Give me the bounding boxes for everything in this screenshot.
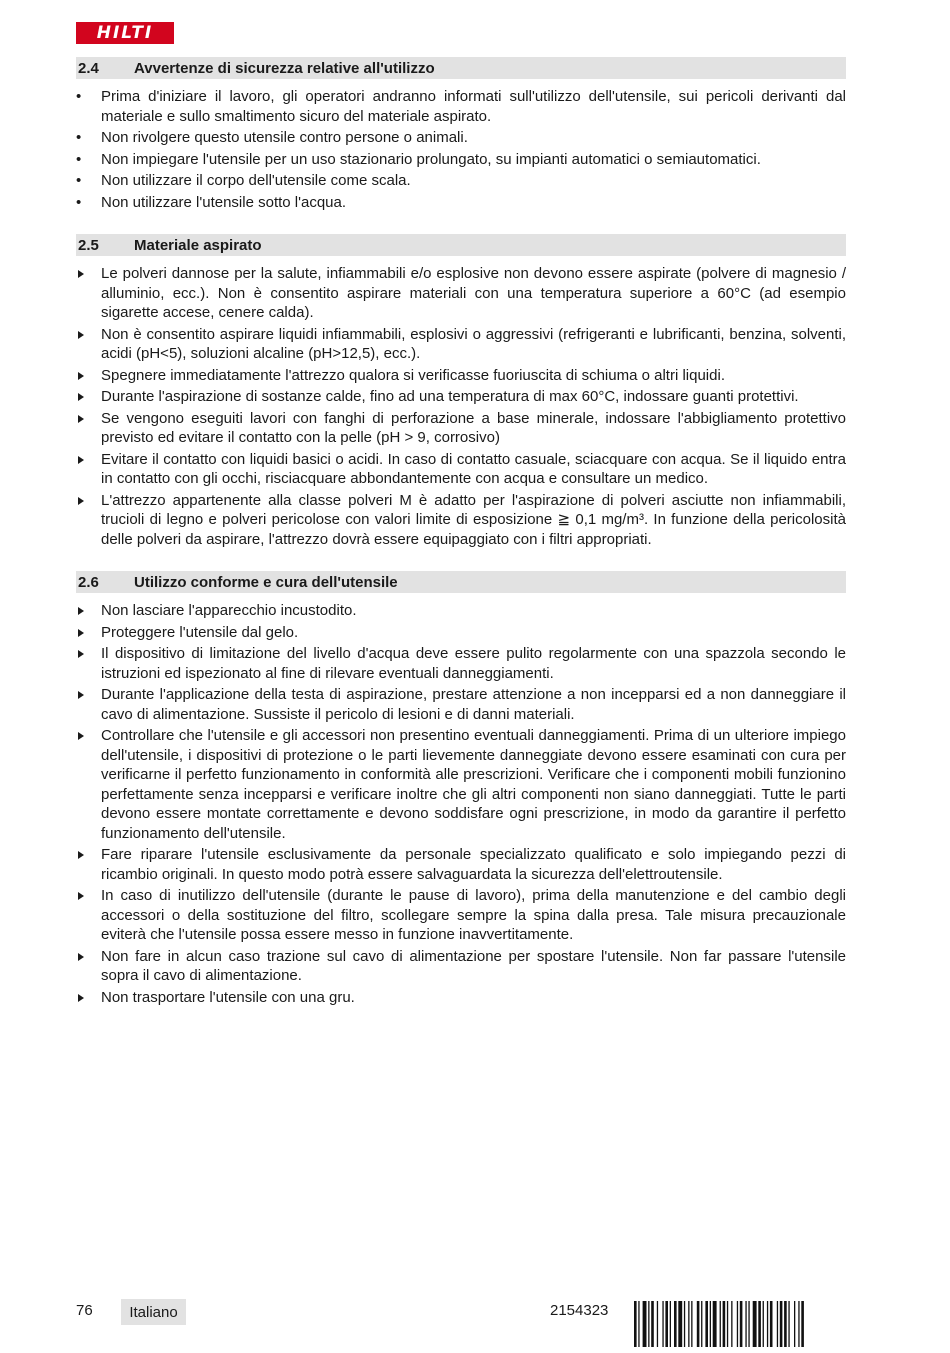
list-item [76,171,846,191]
bullet-triangle-icon [76,491,90,511]
list-item [76,409,846,448]
bullet-dot-icon: • [76,150,82,168]
list-item-text: Non utilizzare il corpo dell'utensile come scala. [101,172,411,189]
bullet-triangle-icon [76,409,90,429]
bullet-triangle-icon [76,685,90,705]
list-item [76,947,846,986]
hilti-logo: HILTI [76,22,174,44]
list-item-text: L'attrezzo appartenente alla classe polveri M è adatto per l'aspirazione di polveri asciutte non infiammabili, trucioli di legno e polveri pericolose con valori limite di esposizione ≧ 0,1 mg/m³. In funzione della pericolosità delle polveri da aspirare, l'attrezzo dovrà essere equipaggiato con i filtri appropriati. [101,491,846,548]
list-item [76,845,846,884]
list-item-text: Non impiegare l'utensile per un uso stazionario prolungato, su impianti automatici o semiautomatici. [101,150,761,168]
list-item-text: Prima d'iniziare il lavoro, gli operatori andranno informati sull'utilizzo dell'utensile, sui pericoli derivanti dal materiale e sullo smaltimento sicuro del materiale aspirato. [101,88,846,125]
language-label: Italiano [121,1299,186,1325]
list-item [76,886,846,945]
section [76,234,846,549]
section-title: Avvertenze di sicurezza relative all'utilizzo [134,59,435,77]
bullet-triangle-icon [76,387,90,407]
list-item [76,366,846,386]
bullet-triangle-icon [76,623,90,643]
list-item-text: Evitare il contatto con liquidi basici o acidi. In caso di contatto casuale, sciacquare con acqua. Se il liquido entra in contatto con gli occhi, risciacquare abbondantemente con acqua e consultare un medico. [101,450,846,487]
list-item [76,623,846,643]
list-item [76,87,846,126]
bullet-triangle-icon [76,644,90,664]
list-item-text: Proteggere l'utensile dal gelo. [101,623,299,641]
bullet-list [76,601,846,1007]
document-body [76,57,846,1029]
bullet-list [76,264,846,549]
section-title: Utilizzo conforme e cura dell'utensile [134,573,398,591]
list-item-text: Le polveri dannose per la salute, infiammabili e/o esplosive non devono essere aspirate (polvere di magnesio / alluminio, ecc.). Non è consentito aspirare materiali con una temperatura superiore a 60°C (ad esempio sigarette accese, cenere calda). [101,265,846,321]
list-item-text: Non è consentito aspirare liquidi infiammabili, esplosivi o aggressivi (refrigeranti e lubrificanti, benzina, solventi, acidi (pH<5), soluzioni alcaline (pH>12,5), ecc.). [101,325,846,362]
bullet-triangle-icon [76,947,90,967]
bullet-triangle-icon [76,886,90,906]
document-code: 2154323 [550,1302,609,1319]
bullet-triangle-icon [76,366,90,386]
list-item [76,685,846,724]
list-item-text: Controllare che l'utensile e gli accessori non presentino eventuali danneggiamenti. Prima di un ulteriore impiego dell'utensile, i dispositivi di protezione o le parti lievemente danneggiate devono essere esaminati con cura per verificarne il perfetto funzionamento in conformità alle prescrizioni. Verificare che i componenti mobili funzionino perfettamente senza incepparsi e verificare inoltre che gli altri componenti non siano danneggiati. Tutte le parti devono essere montate correttamente e devono soddisfare ogni prescrizione, in modo da garantire il perfetto funzionamento dell'utensile. [101,727,846,842]
list-item-text: Non utilizzare l'utensile sotto l'acqua. [101,193,347,211]
bullet-triangle-icon [76,450,90,470]
section [76,57,846,212]
section-number: 2.5 [78,236,99,254]
list-item-text: Se vengono eseguiti lavori con fanghi di perforazione a base minerale, indossare l'abbigliamento protettivo previsto ed evitare il contatto con la pelle (pH > 9, corrosivo) [101,409,846,446]
list-item-text: Il dispositivo di limitazione del livello d'acqua deve essere pulito regolarmente con una spazzola secondo le istruzioni ed ispezionato al fine di rilevare eventuali danneggiamenti. [101,645,846,682]
list-item [76,150,846,170]
list-item [76,726,846,843]
bullet-dot-icon: • [76,129,82,146]
bullet-triangle-icon [76,726,90,746]
list-item-text: Durante l'applicazione della testa di aspirazione, prestare attenzione a non incepparsi ed a non danneggiare il cavo di alimentazione. Sussiste il pericolo di lesioni e di danni materiali. [101,686,846,723]
bullet-list [76,87,846,212]
list-item-text: Non rivolgere questo utensile contro persone o animali. [101,129,468,146]
list-item [76,491,846,550]
bullet-triangle-icon [76,988,90,1008]
list-item-text: Durante l'aspirazione di sostanze calde, fino ad una temperatura di max 60°C, indossare guanti protettivi. [101,388,799,405]
page-number: 76 [76,1302,93,1319]
list-item [76,128,846,148]
section-number: 2.4 [78,59,99,77]
section-heading [76,234,846,256]
list-item [76,193,846,213]
section [76,571,846,1007]
list-item-text: Non fare in alcun caso trazione sul cavo di alimentazione per spostare l'utensile. Non far passare l'utensile sopra il cavo di alimentazione. [101,947,846,984]
list-item [76,325,846,364]
list-item-text: Fare riparare l'utensile esclusivamente da personale specializzato qualificato e solo impiegando pezzi di ricambio originali. In questo modo potrà essere salvaguardata la sicurezza dell'elettroutensile. [101,846,846,883]
bullet-triangle-icon [76,325,90,345]
list-item [76,988,846,1008]
list-item [76,387,846,407]
list-item [76,264,846,323]
bullet-triangle-icon [76,601,90,621]
section-heading [76,57,846,79]
list-item-text: Spegnere immediatamente l'attrezzo qualora si verificasse fuoriuscita di schiuma o altri liquidi. [101,366,725,384]
list-item-text: In caso di inutilizzo dell'utensile (durante le pause di lavoro), prima della manutenzione e del cambio degli accessori o della sostituzione del filtro, scollegare sempre la spina dalla presa. Tale misura precauzionale eviterà che l'utensile possa essere messo in funzione inavvertitamente. [101,887,846,943]
barcode [634,1301,846,1347]
list-item [76,450,846,489]
bullet-triangle-icon [76,264,90,284]
bullet-dot-icon: • [76,172,82,189]
list-item [76,601,846,621]
list-item-text: Non trasportare l'utensile con una gru. [101,988,355,1006]
bullet-triangle-icon [76,845,90,865]
section-number: 2.6 [78,573,99,591]
bullet-dot-icon: • [76,193,82,211]
bullet-dot-icon: • [76,88,82,105]
section-heading [76,571,846,593]
section-title: Materiale aspirato [134,236,262,254]
list-item-text: Non lasciare l'apparecchio incustodito. [101,602,357,619]
list-item [76,644,846,683]
